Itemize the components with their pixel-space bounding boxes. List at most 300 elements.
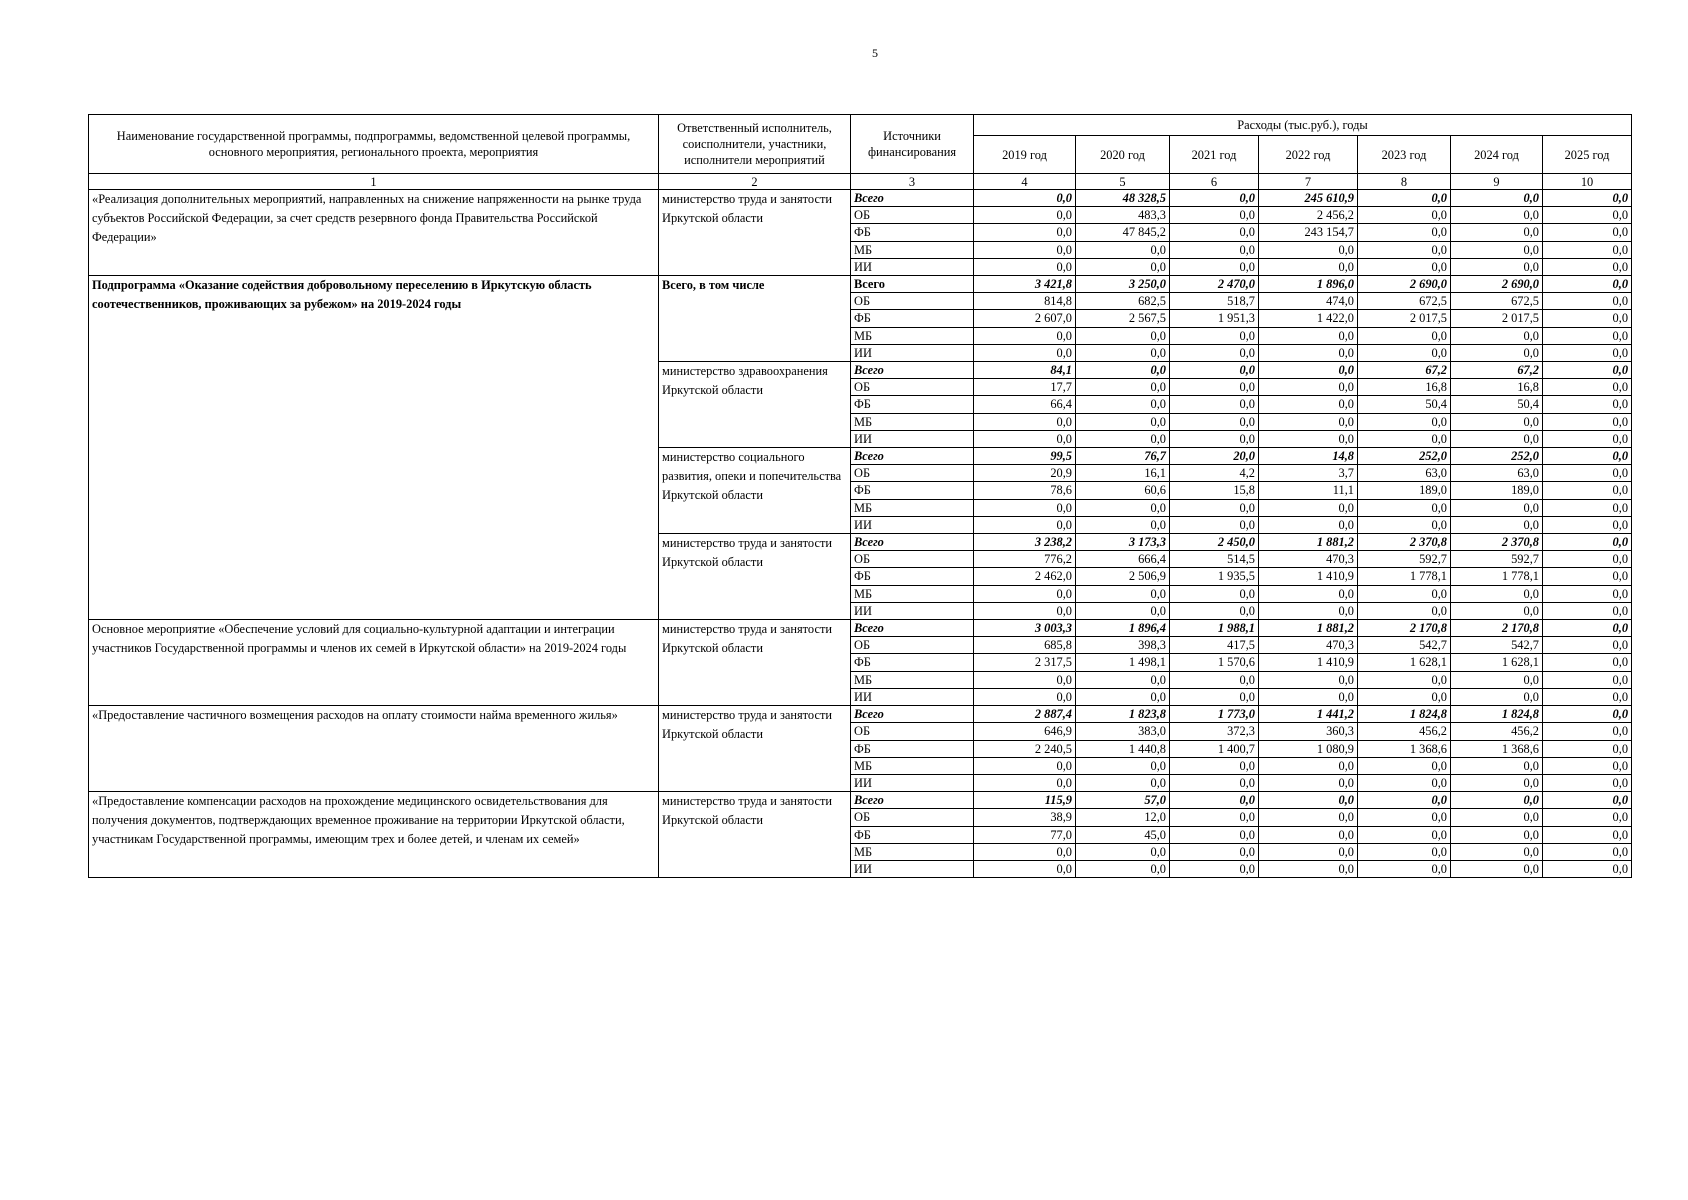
- expense-value-cell: 67,2: [1451, 362, 1543, 379]
- expense-value-cell: 48 328,5: [1076, 190, 1170, 207]
- expense-value-cell: 1 778,1: [1358, 568, 1451, 585]
- expense-value-cell: 0,0: [1543, 620, 1632, 637]
- expense-value-cell: 0,0: [1543, 723, 1632, 740]
- expense-value-cell: 0,0: [1170, 396, 1259, 413]
- funding-source-cell: ФБ: [851, 224, 974, 241]
- header-source: Источники финансирования: [851, 115, 974, 174]
- expense-value-cell: 78,6: [974, 482, 1076, 499]
- expense-value-cell: 0,0: [1358, 327, 1451, 344]
- expense-value-cell: 0,0: [1358, 224, 1451, 241]
- expense-value-cell: 0,0: [1358, 602, 1451, 619]
- expense-value-cell: 1 823,8: [1076, 706, 1170, 723]
- expense-value-cell: 45,0: [1076, 826, 1170, 843]
- expense-value-cell: 1 935,5: [1170, 568, 1259, 585]
- expense-value-cell: 0,0: [1543, 843, 1632, 860]
- expense-value-cell: 1 824,8: [1451, 706, 1543, 723]
- expense-value-cell: 0,0: [974, 224, 1076, 241]
- funding-source-cell: МБ: [851, 327, 974, 344]
- table-row: [89, 620, 1632, 637]
- expense-value-cell: 1 368,6: [1451, 740, 1543, 757]
- expense-value-cell: 0,0: [1259, 774, 1358, 791]
- expense-value-cell: 0,0: [1358, 344, 1451, 361]
- expense-value-cell: 0,0: [1076, 344, 1170, 361]
- funding-source-cell: Всего: [851, 448, 974, 465]
- expense-value-cell: 0,0: [1259, 396, 1358, 413]
- expense-value-cell: 0,0: [1259, 843, 1358, 860]
- expense-value-cell: 592,7: [1451, 551, 1543, 568]
- expense-value-cell: 0,0: [1451, 826, 1543, 843]
- expense-value-cell: 0,0: [1259, 413, 1358, 430]
- funding-source-cell: ОБ: [851, 637, 974, 654]
- expense-value-cell: 4,2: [1170, 465, 1259, 482]
- expense-value-cell: 1 368,6: [1358, 740, 1451, 757]
- expense-value-cell: 1 896,0: [1259, 276, 1358, 293]
- expense-value-cell: 0,0: [1358, 774, 1451, 791]
- expense-value-cell: 20,0: [1170, 448, 1259, 465]
- funding-source-cell: ФБ: [851, 482, 974, 499]
- expense-value-cell: 0,0: [1170, 585, 1259, 602]
- header-executor: Ответственный исполнитель, соисполнители, участники, исполнители мероприятий: [659, 115, 851, 174]
- expense-value-cell: 0,0: [1451, 499, 1543, 516]
- expense-value-cell: 1 881,2: [1259, 620, 1358, 637]
- expense-value-cell: 0,0: [1259, 671, 1358, 688]
- expense-value-cell: 0,0: [1543, 602, 1632, 619]
- expense-value-cell: 0,0: [1451, 258, 1543, 275]
- funding-source-cell: Всего: [851, 362, 974, 379]
- expense-value-cell: 0,0: [1451, 688, 1543, 705]
- expense-value-cell: 1 410,9: [1259, 568, 1358, 585]
- expense-value-cell: 0,0: [1543, 740, 1632, 757]
- expense-value-cell: 0,0: [1543, 396, 1632, 413]
- funding-source-cell: ОБ: [851, 293, 974, 310]
- expense-value-cell: 0,0: [1259, 516, 1358, 533]
- expense-value-cell: 0,0: [1170, 860, 1259, 877]
- expense-value-cell: 372,3: [1170, 723, 1259, 740]
- expense-value-cell: 0,0: [1543, 568, 1632, 585]
- expense-value-cell: 0,0: [1451, 190, 1543, 207]
- header-column-number: 6: [1170, 174, 1259, 190]
- expense-value-cell: 0,0: [1358, 757, 1451, 774]
- expense-value-cell: 0,0: [974, 516, 1076, 533]
- expense-value-cell: 66,4: [974, 396, 1076, 413]
- expense-value-cell: 3 173,3: [1076, 534, 1170, 551]
- expense-value-cell: 2 462,0: [974, 568, 1076, 585]
- expense-value-cell: 0,0: [1076, 430, 1170, 447]
- expense-value-cell: 0,0: [1358, 792, 1451, 809]
- expense-value-cell: 0,0: [1170, 774, 1259, 791]
- header-column-number: 1: [89, 174, 659, 190]
- header-column-number: 5: [1076, 174, 1170, 190]
- expense-value-cell: 1 400,7: [1170, 740, 1259, 757]
- expense-value-cell: 0,0: [1543, 207, 1632, 224]
- table-row: [89, 706, 1632, 723]
- expense-value-cell: 0,0: [1543, 482, 1632, 499]
- expense-value-cell: 0,0: [1076, 413, 1170, 430]
- header-year: 2024 год: [1451, 136, 1543, 174]
- expense-value-cell: 0,0: [1451, 224, 1543, 241]
- expense-value-cell: 1 498,1: [1076, 654, 1170, 671]
- expense-value-cell: 0,0: [974, 413, 1076, 430]
- expense-value-cell: 189,0: [1358, 482, 1451, 499]
- expense-value-cell: 3 250,0: [1076, 276, 1170, 293]
- expense-value-cell: 2 470,0: [1170, 276, 1259, 293]
- expense-value-cell: 685,8: [974, 637, 1076, 654]
- expense-value-cell: 3,7: [1259, 465, 1358, 482]
- header-program-name: Наименование государственной программы, подпрограммы, ведомственной целевой программы, основного мероприятия, регионального проекта, мероприятия: [89, 115, 659, 174]
- expense-value-cell: 1 896,4: [1076, 620, 1170, 637]
- expense-value-cell: 0,0: [1259, 430, 1358, 447]
- expense-value-cell: 252,0: [1451, 448, 1543, 465]
- expense-value-cell: 0,0: [1543, 276, 1632, 293]
- expense-value-cell: 0,0: [1358, 585, 1451, 602]
- expense-value-cell: 0,0: [1543, 344, 1632, 361]
- expense-value-cell: 0,0: [1076, 241, 1170, 258]
- expense-value-cell: 0,0: [1451, 207, 1543, 224]
- expense-value-cell: 1 422,0: [1259, 310, 1358, 327]
- expense-value-cell: 2 170,8: [1358, 620, 1451, 637]
- expense-value-cell: 0,0: [1170, 224, 1259, 241]
- header-expenses: Расходы (тыс.руб.), годы: [974, 115, 1632, 136]
- executor-cell: министерство труда и занятости Иркутской области: [659, 190, 851, 276]
- expense-value-cell: 0,0: [1451, 344, 1543, 361]
- expense-value-cell: 11,1: [1259, 482, 1358, 499]
- expense-value-cell: 0,0: [974, 602, 1076, 619]
- expense-value-cell: 2 607,0: [974, 310, 1076, 327]
- table-row: [89, 792, 1632, 809]
- expense-value-cell: 0,0: [1543, 585, 1632, 602]
- expense-value-cell: 0,0: [1170, 258, 1259, 275]
- program-name-cell: Подпрограмма «Оказание содействия добровольному переселению в Иркутскую область соотечественников, проживающих за рубежом» на 2019-2024 годы: [89, 276, 659, 620]
- expense-value-cell: 2 450,0: [1170, 534, 1259, 551]
- expense-value-cell: 0,0: [1076, 774, 1170, 791]
- expense-value-cell: 0,0: [1543, 379, 1632, 396]
- executor-cell: министерство труда и занятости Иркутской области: [659, 792, 851, 878]
- expense-value-cell: 2 506,9: [1076, 568, 1170, 585]
- expense-value-cell: 16,8: [1358, 379, 1451, 396]
- expense-value-cell: 16,8: [1451, 379, 1543, 396]
- expense-value-cell: 67,2: [1358, 362, 1451, 379]
- expense-value-cell: 0,0: [1076, 362, 1170, 379]
- expense-value-cell: 0,0: [1076, 258, 1170, 275]
- expense-value-cell: 0,0: [1543, 809, 1632, 826]
- expense-value-cell: 0,0: [1170, 826, 1259, 843]
- expense-value-cell: 0,0: [1543, 860, 1632, 877]
- expense-value-cell: 0,0: [1170, 516, 1259, 533]
- program-name-cell: «Предоставление компенсации расходов на прохождение медицинского освидетельствования для получения документов, подтверждающих временное проживание на территории Иркутской области, участникам Государственной программы, имеющим трех и более детей, и членам их семей»: [89, 792, 659, 878]
- expense-value-cell: 60,6: [1076, 482, 1170, 499]
- expense-value-cell: 0,0: [1170, 344, 1259, 361]
- expense-value-cell: 0,0: [1451, 430, 1543, 447]
- expense-value-cell: 76,7: [1076, 448, 1170, 465]
- expense-value-cell: 2 690,0: [1451, 276, 1543, 293]
- expense-value-cell: 0,0: [1076, 585, 1170, 602]
- expense-value-cell: 252,0: [1358, 448, 1451, 465]
- expense-value-cell: 0,0: [1543, 465, 1632, 482]
- expense-value-cell: 0,0: [1259, 585, 1358, 602]
- header-year: 2020 год: [1076, 136, 1170, 174]
- funding-source-cell: ФБ: [851, 396, 974, 413]
- funding-source-cell: ИИ: [851, 774, 974, 791]
- expense-value-cell: 2 690,0: [1358, 276, 1451, 293]
- expense-value-cell: 0,0: [1358, 809, 1451, 826]
- expense-value-cell: 63,0: [1451, 465, 1543, 482]
- expense-value-cell: 38,9: [974, 809, 1076, 826]
- expense-value-cell: 0,0: [974, 671, 1076, 688]
- expense-value-cell: 0,0: [1259, 379, 1358, 396]
- expense-value-cell: 0,0: [1543, 258, 1632, 275]
- expense-value-cell: 2 240,5: [974, 740, 1076, 757]
- expense-value-cell: 99,5: [974, 448, 1076, 465]
- expense-value-cell: 0,0: [1259, 688, 1358, 705]
- expense-value-cell: 0,0: [1170, 362, 1259, 379]
- executor-cell: Всего, в том числе: [659, 276, 851, 362]
- expense-value-cell: 0,0: [1076, 602, 1170, 619]
- expense-value-cell: 77,0: [974, 826, 1076, 843]
- expense-value-cell: 0,0: [1451, 843, 1543, 860]
- expense-value-cell: 0,0: [1451, 413, 1543, 430]
- expense-value-cell: 0,0: [974, 585, 1076, 602]
- expense-value-cell: 0,0: [974, 860, 1076, 877]
- executor-cell: министерство труда и занятости Иркутской области: [659, 706, 851, 792]
- expense-value-cell: 417,5: [1170, 637, 1259, 654]
- header-column-number: 3: [851, 174, 974, 190]
- expense-value-cell: 0,0: [974, 430, 1076, 447]
- expense-value-cell: 20,9: [974, 465, 1076, 482]
- funding-source-cell: ФБ: [851, 826, 974, 843]
- funding-source-cell: ФБ: [851, 568, 974, 585]
- expense-value-cell: 57,0: [1076, 792, 1170, 809]
- table-body: [89, 190, 1632, 878]
- expense-value-cell: 84,1: [974, 362, 1076, 379]
- expense-value-cell: 0,0: [1259, 499, 1358, 516]
- expense-value-cell: 243 154,7: [1259, 224, 1358, 241]
- expense-value-cell: 0,0: [1259, 241, 1358, 258]
- expense-value-cell: 0,0: [1170, 190, 1259, 207]
- funding-source-cell: Всего: [851, 276, 974, 293]
- expense-value-cell: 360,3: [1259, 723, 1358, 740]
- expense-value-cell: 0,0: [1076, 379, 1170, 396]
- executor-cell: министерство социального развития, опеки и попечительства Иркутской области: [659, 448, 851, 534]
- header-column-number: 9: [1451, 174, 1543, 190]
- expense-value-cell: 0,0: [1259, 362, 1358, 379]
- expense-value-cell: 470,3: [1259, 551, 1358, 568]
- expense-value-cell: 0,0: [1170, 207, 1259, 224]
- expense-value-cell: 1 440,8: [1076, 740, 1170, 757]
- expense-value-cell: 0,0: [1076, 860, 1170, 877]
- expense-value-cell: 0,0: [1451, 774, 1543, 791]
- expense-value-cell: 0,0: [1451, 327, 1543, 344]
- expense-value-cell: 0,0: [1543, 706, 1632, 723]
- expense-value-cell: 0,0: [1170, 430, 1259, 447]
- expense-value-cell: 0,0: [974, 327, 1076, 344]
- expense-value-cell: 646,9: [974, 723, 1076, 740]
- expense-value-cell: 0,0: [1358, 499, 1451, 516]
- expense-value-cell: 0,0: [1259, 344, 1358, 361]
- expense-value-cell: 0,0: [974, 258, 1076, 275]
- expense-value-cell: 3 003,3: [974, 620, 1076, 637]
- expense-value-cell: 0,0: [1543, 757, 1632, 774]
- funding-source-cell: ИИ: [851, 430, 974, 447]
- expense-value-cell: 0,0: [1451, 671, 1543, 688]
- header-column-number: 2: [659, 174, 851, 190]
- funding-source-cell: ОБ: [851, 551, 974, 568]
- expense-value-cell: 3 421,8: [974, 276, 1076, 293]
- funding-source-cell: ОБ: [851, 379, 974, 396]
- expense-value-cell: 666,4: [1076, 551, 1170, 568]
- executor-cell: министерство труда и занятости Иркутской области: [659, 620, 851, 706]
- funding-source-cell: Всего: [851, 792, 974, 809]
- expense-value-cell: 682,5: [1076, 293, 1170, 310]
- expense-value-cell: 0,0: [974, 241, 1076, 258]
- funding-source-cell: ИИ: [851, 344, 974, 361]
- expense-value-cell: 0,0: [1259, 258, 1358, 275]
- expense-value-cell: 2 370,8: [1358, 534, 1451, 551]
- expense-value-cell: 245 610,9: [1259, 190, 1358, 207]
- expense-value-cell: 0,0: [1358, 860, 1451, 877]
- funding-source-cell: ИИ: [851, 258, 974, 275]
- expense-value-cell: 0,0: [1358, 207, 1451, 224]
- funding-source-cell: МБ: [851, 757, 974, 774]
- program-name-cell: «Предоставление частичного возмещения расходов на оплату стоимости найма временного жилья»: [89, 706, 659, 792]
- expense-value-cell: 0,0: [1451, 757, 1543, 774]
- expense-value-cell: 0,0: [974, 843, 1076, 860]
- expense-value-cell: 0,0: [1259, 757, 1358, 774]
- expense-value-cell: 0,0: [1170, 241, 1259, 258]
- expense-value-cell: 0,0: [1451, 792, 1543, 809]
- header-year: 2021 год: [1170, 136, 1259, 174]
- expense-value-cell: 0,0: [1451, 516, 1543, 533]
- expense-value-cell: 0,0: [1543, 190, 1632, 207]
- expense-value-cell: 470,3: [1259, 637, 1358, 654]
- header-year: 2019 год: [974, 136, 1076, 174]
- expense-value-cell: 0,0: [1076, 327, 1170, 344]
- expense-value-cell: 2 370,8: [1451, 534, 1543, 551]
- expense-value-cell: 0,0: [1170, 602, 1259, 619]
- expense-value-cell: 542,7: [1358, 637, 1451, 654]
- funding-source-cell: ИИ: [851, 516, 974, 533]
- funding-source-cell: МБ: [851, 413, 974, 430]
- expense-value-cell: 383,0: [1076, 723, 1170, 740]
- expense-value-cell: 0,0: [1543, 774, 1632, 791]
- funding-source-cell: МБ: [851, 585, 974, 602]
- expense-value-cell: 0,0: [1543, 310, 1632, 327]
- expense-value-cell: 398,3: [1076, 637, 1170, 654]
- expense-value-cell: 1 441,2: [1259, 706, 1358, 723]
- table-row: [89, 190, 1632, 207]
- expense-value-cell: 1 570,6: [1170, 654, 1259, 671]
- funding-source-cell: ОБ: [851, 207, 974, 224]
- page-number: 5: [872, 46, 878, 60]
- expense-value-cell: 0,0: [1543, 688, 1632, 705]
- expense-value-cell: 1 410,9: [1259, 654, 1358, 671]
- expense-value-cell: 0,0: [1543, 224, 1632, 241]
- expense-value-cell: 2 567,5: [1076, 310, 1170, 327]
- funding-source-cell: Всего: [851, 620, 974, 637]
- funding-source-cell: Всего: [851, 190, 974, 207]
- expense-value-cell: 0,0: [1259, 860, 1358, 877]
- expense-value-cell: 0,0: [1543, 448, 1632, 465]
- expense-value-cell: 0,0: [1543, 826, 1632, 843]
- expense-value-cell: 0,0: [1076, 516, 1170, 533]
- expense-value-cell: 0,0: [974, 757, 1076, 774]
- funding-source-cell: ФБ: [851, 740, 974, 757]
- expense-value-cell: 47 845,2: [1076, 224, 1170, 241]
- expense-value-cell: 0,0: [1451, 809, 1543, 826]
- expense-value-cell: 0,0: [1451, 602, 1543, 619]
- header-column-number: 8: [1358, 174, 1451, 190]
- expense-value-cell: 672,5: [1358, 293, 1451, 310]
- funding-source-cell: МБ: [851, 499, 974, 516]
- expense-value-cell: 0,0: [1451, 585, 1543, 602]
- expense-value-cell: 0,0: [1170, 499, 1259, 516]
- expense-value-cell: 0,0: [1358, 516, 1451, 533]
- expense-value-cell: 12,0: [1076, 809, 1170, 826]
- expense-value-cell: 0,0: [1170, 413, 1259, 430]
- expense-value-cell: 1 778,1: [1451, 568, 1543, 585]
- funding-source-cell: ИИ: [851, 602, 974, 619]
- expense-value-cell: 0,0: [1259, 602, 1358, 619]
- expense-value-cell: 2 456,2: [1259, 207, 1358, 224]
- expense-value-cell: 0,0: [1076, 396, 1170, 413]
- expense-value-cell: 15,8: [1170, 482, 1259, 499]
- expense-value-cell: 0,0: [1543, 534, 1632, 551]
- table-row: [89, 276, 1632, 293]
- expense-value-cell: 0,0: [1358, 413, 1451, 430]
- expense-value-cell: 0,0: [1170, 671, 1259, 688]
- expense-value-cell: 0,0: [1543, 671, 1632, 688]
- table-header: [89, 115, 1632, 190]
- expense-value-cell: 16,1: [1076, 465, 1170, 482]
- expense-value-cell: 0,0: [1259, 792, 1358, 809]
- expense-value-cell: 2 170,8: [1451, 620, 1543, 637]
- expense-value-cell: 0,0: [974, 774, 1076, 791]
- expense-value-cell: 115,9: [974, 792, 1076, 809]
- expense-value-cell: 0,0: [1259, 826, 1358, 843]
- expense-value-cell: 0,0: [1543, 430, 1632, 447]
- header-year: 2023 год: [1358, 136, 1451, 174]
- expense-value-cell: 189,0: [1451, 482, 1543, 499]
- expense-value-cell: 0,0: [1543, 637, 1632, 654]
- expense-value-cell: 0,0: [1259, 809, 1358, 826]
- expense-value-cell: 0,0: [1259, 327, 1358, 344]
- expense-value-cell: 2 017,5: [1358, 310, 1451, 327]
- executor-cell: министерство труда и занятости Иркутской области: [659, 534, 851, 620]
- funding-source-cell: Всего: [851, 534, 974, 551]
- expense-value-cell: 1 628,1: [1451, 654, 1543, 671]
- expense-value-cell: 1 773,0: [1170, 706, 1259, 723]
- expense-value-cell: 0,0: [1076, 499, 1170, 516]
- expense-value-cell: 0,0: [1170, 792, 1259, 809]
- expense-value-cell: 0,0: [1451, 860, 1543, 877]
- expense-value-cell: 0,0: [1358, 258, 1451, 275]
- expense-value-cell: 474,0: [1259, 293, 1358, 310]
- expense-value-cell: 0,0: [1358, 688, 1451, 705]
- expense-value-cell: 0,0: [1543, 241, 1632, 258]
- expense-value-cell: 814,8: [974, 293, 1076, 310]
- expense-value-cell: 1 951,3: [1170, 310, 1259, 327]
- program-name-cell: «Реализация дополнительных мероприятий, направленных на снижение напряженности на рынке труда субъектов Российской Федерации, за счет средств резервного фонда Правительства Российской Федерации»: [89, 190, 659, 276]
- expense-value-cell: 1 824,8: [1358, 706, 1451, 723]
- funding-source-cell: ФБ: [851, 654, 974, 671]
- expense-value-cell: 1 881,2: [1259, 534, 1358, 551]
- header-year: 2025 год: [1543, 136, 1632, 174]
- executor-cell: министерство здравоохранения Иркутской области: [659, 362, 851, 448]
- expense-value-cell: 50,4: [1358, 396, 1451, 413]
- expense-value-cell: 514,5: [1170, 551, 1259, 568]
- expense-value-cell: 518,7: [1170, 293, 1259, 310]
- funding-source-cell: ИИ: [851, 860, 974, 877]
- expense-value-cell: 0,0: [1543, 327, 1632, 344]
